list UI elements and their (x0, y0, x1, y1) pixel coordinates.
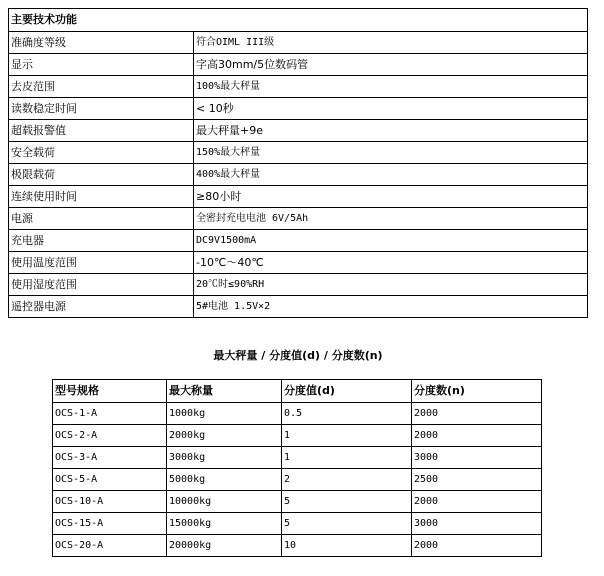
model-cell: 20000kg (167, 535, 282, 557)
model-cell: OCS-20-A (53, 535, 167, 557)
spec-value: 5#电池 1.5V×2 (194, 296, 588, 318)
model-cell: OCS-10-A (53, 491, 167, 513)
spec-label: 读数稳定时间 (9, 98, 194, 120)
model-row (53, 491, 542, 513)
spec-label: 安全载荷 (9, 142, 194, 164)
model-row (53, 513, 542, 535)
spec-value: < 10秒 (194, 98, 588, 120)
spec-value: -10℃～40℃ (194, 252, 588, 274)
model-header-cell: 分度值(d) (282, 380, 412, 403)
model-cell: 0.5 (282, 403, 412, 425)
model-cell: 3000 (412, 513, 542, 535)
spec-value: ≥80小时 (194, 186, 588, 208)
model-cell: 1 (282, 425, 412, 447)
spec-label: 电源 (9, 208, 194, 230)
model-cell: 2000 (412, 491, 542, 513)
model-cell: 1 (282, 447, 412, 469)
spec-label: 准确度等级 (9, 32, 194, 54)
spec-row (9, 230, 588, 252)
model-table (52, 379, 542, 557)
model-header-cell: 最大称量 (167, 380, 282, 403)
model-cell: 5000kg (167, 469, 282, 491)
spec-label: 显示 (9, 54, 194, 76)
model-table-body (53, 380, 542, 557)
spec-row (9, 274, 588, 296)
spec-value: 400%最大秤量 (194, 164, 588, 186)
spec-row (9, 186, 588, 208)
model-table-title: 最大秤量 / 分度值(d) / 分度数(n) (213, 349, 383, 362)
spec-table-header-row (9, 9, 588, 32)
model-cell: 3000 (412, 447, 542, 469)
model-cell: 2000 (412, 403, 542, 425)
spec-row (9, 32, 588, 54)
spec-value: 20℃时≤90%RH (194, 274, 588, 296)
model-cell: OCS-5-A (53, 469, 167, 491)
model-cell: 10 (282, 535, 412, 557)
model-cell: 2000 (412, 425, 542, 447)
model-cell: OCS-1-A (53, 403, 167, 425)
spec-label: 遥控器电源 (9, 296, 194, 318)
spec-label: 超载报警值 (9, 120, 194, 142)
model-cell: 2000kg (167, 425, 282, 447)
model-cell: 2500 (412, 469, 542, 491)
spec-table (8, 8, 588, 318)
spec-label: 使用温度范围 (9, 252, 194, 274)
spec-row (9, 76, 588, 98)
model-cell: OCS-15-A (53, 513, 167, 535)
model-cell: OCS-2-A (53, 425, 167, 447)
model-header-cell: 型号规格 (53, 380, 167, 403)
spec-value: DC9V1500mA (194, 230, 588, 252)
spec-row (9, 54, 588, 76)
spec-row (9, 98, 588, 120)
model-cell: 5 (282, 491, 412, 513)
model-cell: 3000kg (167, 447, 282, 469)
model-table-header-row (53, 380, 542, 403)
spec-label: 去皮范围 (9, 76, 194, 98)
spec-value: 最大秤量+9e (194, 120, 588, 142)
spec-value: 全密封充电电池 6V/5Ah (194, 208, 588, 230)
model-cell: 2000 (412, 535, 542, 557)
spec-row (9, 142, 588, 164)
spec-table-body (9, 9, 588, 318)
spec-label: 连续使用时间 (9, 186, 194, 208)
spec-value: 100%最大秤量 (194, 76, 588, 98)
spec-table-title: 主要技术功能 (9, 9, 588, 32)
spec-row (9, 296, 588, 318)
model-row (53, 469, 542, 491)
model-row (53, 535, 542, 557)
spec-value: 字高30mm/5位数码管 (194, 54, 588, 76)
spec-row (9, 164, 588, 186)
model-row (53, 425, 542, 447)
spec-label: 使用湿度范围 (9, 274, 194, 296)
model-cell: 10000kg (167, 491, 282, 513)
spec-value: 符合OIML III级 (194, 32, 588, 54)
spec-label: 极限载荷 (9, 164, 194, 186)
model-cell: 15000kg (167, 513, 282, 535)
spec-label: 充电器 (9, 230, 194, 252)
model-header-cell: 分度数(n) (412, 380, 542, 403)
model-row (53, 447, 542, 469)
model-row (53, 403, 542, 425)
spec-value: 150%最大秤量 (194, 142, 588, 164)
model-cell: 1000kg (167, 403, 282, 425)
model-cell: 2 (282, 469, 412, 491)
spec-row (9, 120, 588, 142)
model-cell: OCS-3-A (53, 447, 167, 469)
spec-row (9, 208, 588, 230)
spec-row (9, 252, 588, 274)
model-cell: 5 (282, 513, 412, 535)
